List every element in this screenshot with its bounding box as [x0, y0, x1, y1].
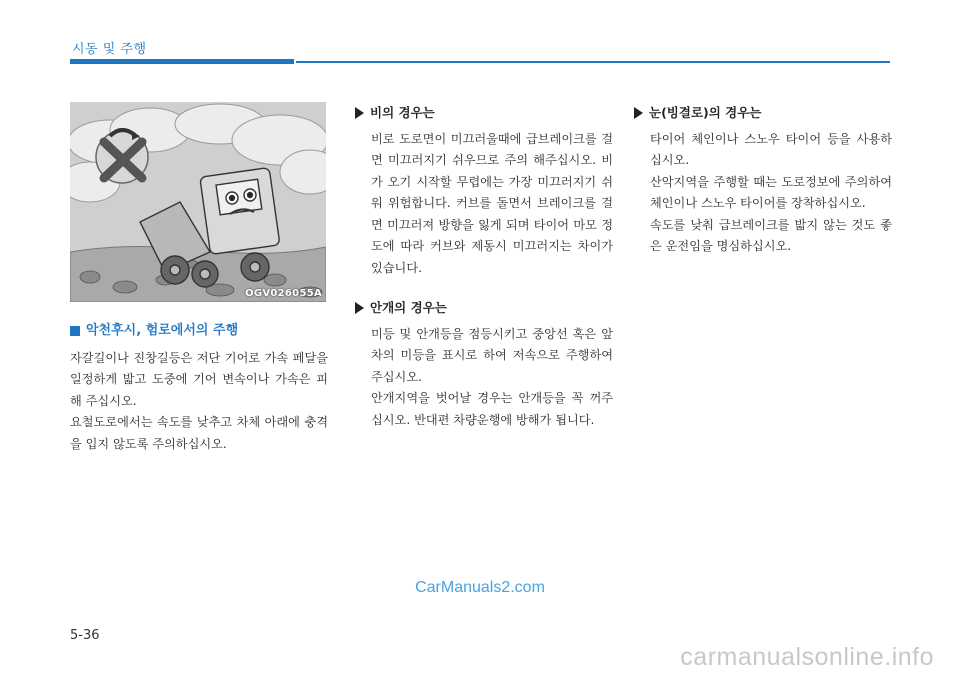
paragraph: 요철도로에서는 속도를 낮추고 차체 아래에 충격을 입지 않도록 주의하십시오. — [70, 415, 328, 451]
paragraph: 속도를 낮춰 급브레이크를 밟지 않는 것도 좋은 운전임을 명심하십시오. — [650, 217, 892, 253]
header-line — [296, 61, 890, 63]
triangle-bullet-icon — [355, 107, 364, 119]
watermark-link[interactable]: CarManuals2.com — [415, 579, 545, 596]
warning-x-icon — [96, 130, 148, 183]
sub-heading-snow — [634, 102, 892, 124]
header-bar — [70, 59, 294, 64]
triangle-bullet-icon — [634, 107, 643, 119]
header-title: 시동 및 주행 — [72, 42, 147, 57]
figure-code: OGV026055A — [245, 288, 322, 299]
paragraph: 비로 도로면이 미끄러울때에 급브레이크를 걸면 미끄러지기 쉬우므로 주의 해주십시오. 비가 오기 시작할 무렵에는 가장 미끄러지기 쉬워 위험합니다. 커브를 돌면서 브레이크를 걸면 미끄러져 방향을 잃게 되며 타이어 마모 정도에 따라 커브와 제동시 미끄러지는 차이가 있습니다. — [371, 131, 613, 275]
paragraph: 타이어 체인이나 스노우 타이어 등을 사용하십시오. — [650, 131, 892, 167]
triangle-bullet-icon — [355, 302, 364, 314]
illustration-figure — [70, 102, 326, 302]
paragraph: 산악지역을 주행할 때는 도로정보에 주의하여 체인이나 스노우 타이어를 장착하십시오. — [650, 174, 892, 210]
paragraph: 자갈길이나 진창길등은 저단 기어로 가속 페달을 일정하게 밟고 도중에 기어 변속이나 가속은 피해 주십시오. — [70, 350, 328, 408]
sub-heading-rain — [355, 102, 613, 124]
paragraph: 미등 및 안개등을 점등시키고 중앙선 혹은 앞차의 미등을 표시로 하여 저속으로 주행하여 주십시오. — [371, 326, 613, 384]
middle-column — [355, 102, 613, 449]
rain-block — [355, 102, 613, 279]
paragraph: 안개지역을 벗어날 경우는 안개등을 꼭 꺼주십시오. 반대편 차량운행에 방해가 됩니다. — [371, 391, 613, 427]
truck-on-rough-road-illustration — [70, 102, 326, 302]
rain-body — [355, 129, 613, 280]
section-heading-rough-road — [70, 320, 328, 342]
snow-body — [634, 129, 892, 258]
sub-heading-fog — [355, 297, 613, 319]
sub-heading-text: 비의 경우는 — [370, 105, 435, 120]
rough-road-body — [70, 348, 328, 456]
sub-heading-text: 눈(빙결로)의 경우는 — [649, 105, 762, 120]
fog-block — [355, 297, 613, 431]
fog-body — [355, 324, 613, 432]
square-bullet-icon — [70, 326, 80, 336]
snow-block — [634, 102, 892, 258]
sub-heading-text: 안개의 경우는 — [370, 300, 447, 315]
right-column — [634, 102, 892, 276]
bottom-watermark: carmanualsonline.info — [680, 643, 934, 671]
page-number: 5-36 — [70, 628, 100, 643]
section-heading-text: 악천후시, 험로에서의 주행 — [86, 323, 239, 338]
left-column — [70, 320, 328, 455]
